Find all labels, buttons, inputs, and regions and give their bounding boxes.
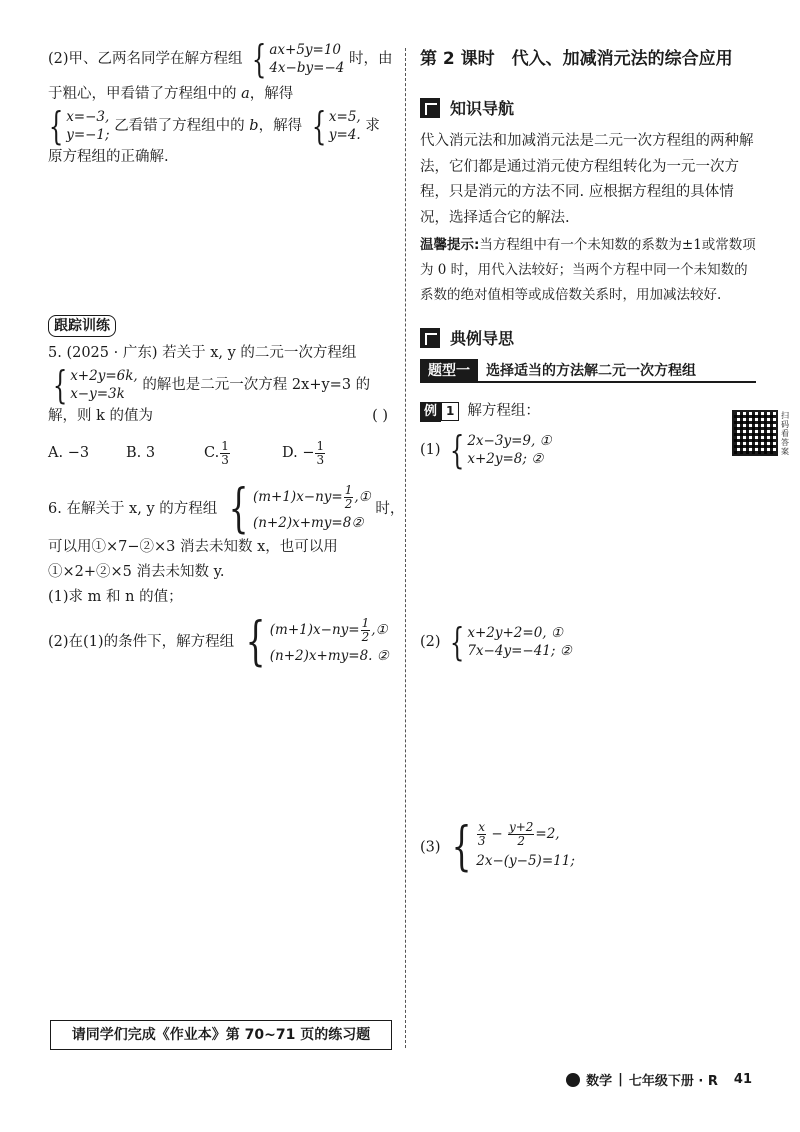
qr-caption: 扫码看答案 bbox=[781, 410, 789, 456]
answer-qr[interactable] bbox=[732, 410, 792, 456]
equation-2: 4x−by=−4 bbox=[269, 60, 345, 76]
section-knowledge-nav: 知识导航 bbox=[420, 96, 760, 119]
intro-paragraph: 代入消元法和加减消元法是二元一次方程组的两种解法，它们都是通过消元使方程组转化为一元一次方程，只是消元的方法不同. 应根据方程组的具体情况，选择适合它的解法. bbox=[420, 133, 754, 226]
publisher-logo-icon bbox=[566, 1073, 580, 1087]
question-5: 5. (2025 · 广东) 若关于 x, y 的二元一次方程组 { x+2y=6k, x−y=3k 的解也是二元一次方程 2x+y=3 的 解，则 k 的值为 ( ) A. −3 B. 3 C. $\frac{1}{3}$ D. − $\frac{1}{3}$ bbox=[48, 341, 396, 473]
qr-code-icon[interactable] bbox=[732, 410, 778, 456]
left-column bbox=[48, 37, 405, 672]
page-number: 41 bbox=[733, 1072, 752, 1087]
answer-options bbox=[48, 433, 396, 473]
equation-system: { ax+5y=10 4x−by=−4 bbox=[251, 37, 345, 81]
right-column bbox=[420, 40, 760, 877]
example-part-3: (3) { $\frac{x}{3}$ − $\frac{y+2}{2}$ =2, 2x−(y−5)=11; bbox=[420, 817, 575, 877]
solution-system-2: { x=5, y=4. bbox=[311, 104, 361, 148]
sub-question-1: (1)求 m 和 n 的值； bbox=[48, 589, 183, 605]
equation-system: { (m+1)x−ny= $\frac{1}{2}$ ,① (n+2)x+my=8. ② bbox=[245, 612, 389, 672]
option-d: D. − $\frac{1}{3}$ bbox=[282, 438, 325, 467]
answer-blank: ( ) bbox=[372, 408, 388, 424]
option-b: B. 3 bbox=[126, 445, 156, 461]
example-part-2: (2) { x+2y+2=0, ① 7x−4y=−41; ② bbox=[420, 619, 572, 664]
section-icon bbox=[420, 98, 440, 118]
column-divider bbox=[405, 48, 406, 1048]
equation-system: { (m+1)x−ny= $\frac{1}{2}$ ,① (n+2)x+my=8② bbox=[228, 479, 371, 539]
lesson-title: 第 2 课时 代入、加减消元法的综合应用 bbox=[420, 49, 733, 69]
tip-paragraph: 温馨提示:当方程组中有一个未知数的系数为±1或常数项为 0 时，用代入法较好；当两个方程中同一个未知数的系数的绝对值相等或成倍数关系时，用加减法较好. bbox=[420, 237, 756, 303]
option-a: A. −3 bbox=[48, 445, 90, 461]
equation-1: ax+5y=10 bbox=[269, 42, 342, 58]
problem-2-lead: (2)甲、乙两名同学在解方程组 bbox=[48, 51, 243, 67]
solution-system-1: { x=−3, y=−1; bbox=[48, 104, 110, 148]
example-header: 例 1 解方程组： bbox=[420, 399, 760, 425]
section-icon bbox=[420, 328, 440, 348]
tracking-training-tag: 跟踪训练 bbox=[48, 315, 116, 337]
problem-2: (2)甲、乙两名同学在解方程组 { ax+5y=10 4x−by=−4 时，由 于粗心，甲看错了方程组中的 a，解得 { x=−3, y=−1; 乙看错了方程组中的 b，解得 { x=5, y=4. 求 原方程组的正确解. bbox=[48, 40, 396, 170]
question-6: 6. 在解关于 x, y 的方程组 { (m+1)x−ny= $\frac{1}{2}$ ,① (n+2)x+my=8② 时， 可以用①×7−②×3 消去未知数 x，也可以用 ①×2+②×5 消去未知数 y. (1)求 m 和 n 的值； (2)在(1)的条件下，解方程组 { (m+1)x−ny= $\frac{1}{2}$ ,① (n+2)x+my=8. ② bbox=[48, 479, 405, 672]
example-part-1: (1) { 2x−3y=9, ① x+2y=8; ② bbox=[420, 427, 552, 472]
topic-bar: 题型一 选择适当的方法解二元一次方程组 bbox=[420, 359, 756, 383]
equation-system: { x+2y=6k, x−y=3k bbox=[52, 363, 138, 407]
page-footer: 数学 | 七年级下册 · R 41 bbox=[566, 1070, 752, 1089]
sub-question-2: (2)在(1)的条件下，解方程组 { (m+1)x−ny= $\frac{1}{2}$ ,① (n+2)x+my=8. ② bbox=[48, 612, 389, 672]
homework-reminder-box: 请同学们完成《作业本》第 70~71 页的练习题 bbox=[50, 1020, 392, 1050]
option-c: C. $\frac{1}{3}$ bbox=[204, 438, 229, 467]
section-example-guide: 典例导思 bbox=[420, 326, 760, 349]
